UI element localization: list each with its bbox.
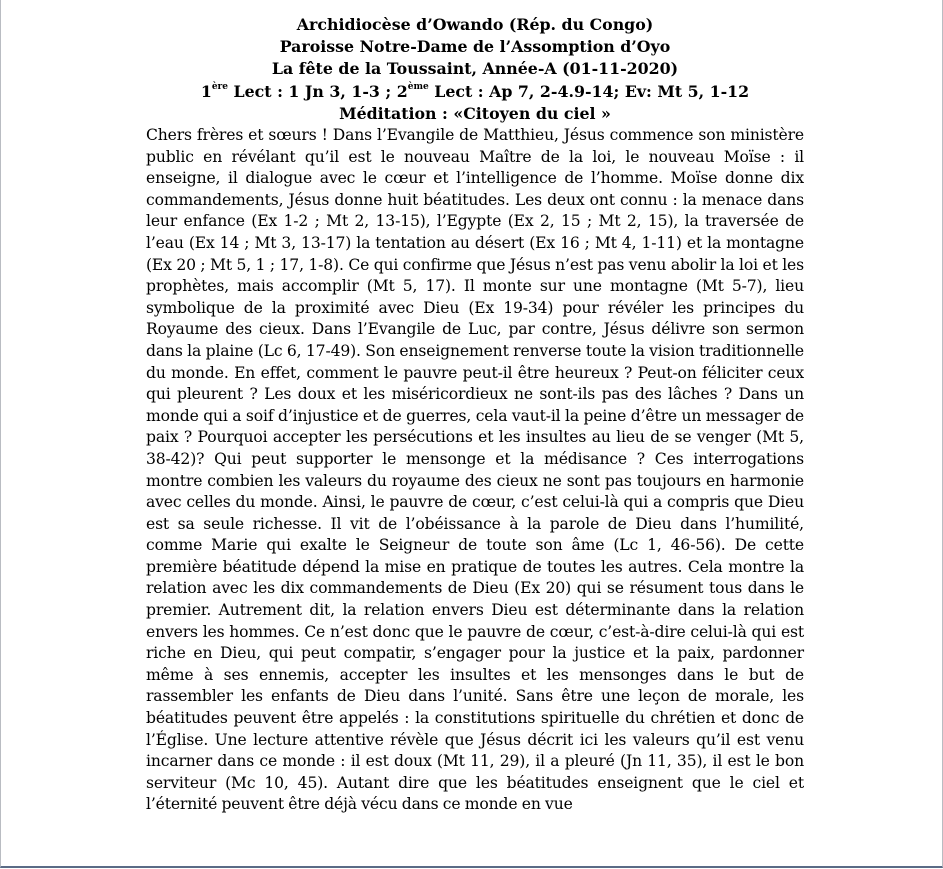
first-reading-text: Lect : 1 Jn 3, 1-3 ; [228, 81, 397, 101]
first-reading-number: 1 [200, 81, 212, 101]
document-content [146, 14, 804, 816]
second-reading-superscript: ème [407, 82, 429, 93]
parish-title: Paroisse Notre-Dame de l’Assomption d’Oyo [279, 37, 671, 57]
second-reading-number: 2 [396, 81, 408, 101]
diocese-title: Archidiocèse d’Owando (Rép. du Congo) [296, 15, 654, 34]
first-reading-superscript: ère [211, 82, 229, 93]
meditation-title: Méditation : «Citoyen du ciel » [339, 103, 611, 123]
readings-line [146, 81, 804, 103]
meditation-body: Chers frères et sœurs ! Dans l’Evangile de Matthieu, Jésus commence son ministère public en révélant qu’il est le nouveau Maître de la loi, le nouveau Moïse : il enseigne, il dialogue avec le cœur et l’intelligence de l’homme. Moïse donne dix commandements, Jésus donne huit béatitudes. Les deux ont connu : la menace dans leur enfance (Ex 1-2 ; Mt 2, 13-15), l’Egypte (Ex 2, 15 ; Mt 2, 15), la traversée de l’eau (Ex 14 ; Mt 3, 13-17) la tentation au désert (Ex 16 ; Mt 4, 1-11) et la montagne (Ex 20 ; Mt 5, 1 ; 17, 1-8). Ce qui confirme que Jésus n’est pas venu abolir la loi et les prophètes, mais accomplir (Mt 5, 17). Il monte sur une montagne (Mt 5-7), lieu symbolique de la proximité avec Dieu (Ex 19-34) pour révéler les principes du Royaume des cieux. Dans l’Evangile de Luc, par contre, Jésus délivre son sermon dans la plaine (Lc 6, 17-49). Son enseignement renverse toute la vision traditionnelle du monde. En effet, comment le pauvre peut-il être heureux ? Peut-on féliciter ceux qui pleurent ? Les doux et les miséricordieux ne sont-ils pas des lâches ? Dans un monde qui a soif d’injustice et de guerres, cela vaut-il la peine d’être un messager de paix ? Pourquoi accepter les persécutions et les insultes au lieu de se venger (Mt 5, 38-42)? Qui peut supporter le mensonge et la médisance ? Ces interrogations montre combien les valeurs du royaume des cieux ne sont pas toujours en harmonie avec celles du monde. Ainsi, le pauvre de cœur, c’est celui-là qui a compris que Dieu est sa seule richesse. Il vit de l’obéissance à la parole de Dieu dans l’humilité, comme Marie qui exalte le Seigneur de toute son âme (Lc 1, 46-56). De cette première béatitude dépend la mise en pratique de toutes les autres. Cela montre la relation avec les dix commandements de Dieu (Ex 20) qui se résument tous dans le premier. Autrement dit, la relation envers Dieu est déterminante dans la relation envers les hommes. Ce n’est donc que le pauvre de cœur, c’est-à-dire celui-là qui est riche en Dieu, qui peut compatir, s’engager pour la justice et la paix, pardonner même à ses ennemis, accepter les insultes et les mensonges dans le but de rassembler les enfants de Dieu dans l’unité. Sans être une leçon de morale, les béatitudes peuvent être appelés : la constitutions spirituelle du chrétien et donc de l’Église. Une lecture attentive révèle que Jésus décrit ici les valeurs qu’il est venu incarner dans ce monde : il est doux (Mt 11, 29), il a pleuré (Jn 11, 35), il est le bon serviteur (Mc 10, 45). Autant dire que les béatitudes enseignent que le ciel et l’éternité peuvent être déjà vécu dans ce monde en vue [146, 126, 804, 814]
second-reading-text: Lect : Ap 7, 2-4.9-14; Ev: Mt 5, 1-12 [428, 81, 750, 101]
feast-title: La fête de la Toussaint, Année-A (01-11-2020) [271, 59, 679, 79]
